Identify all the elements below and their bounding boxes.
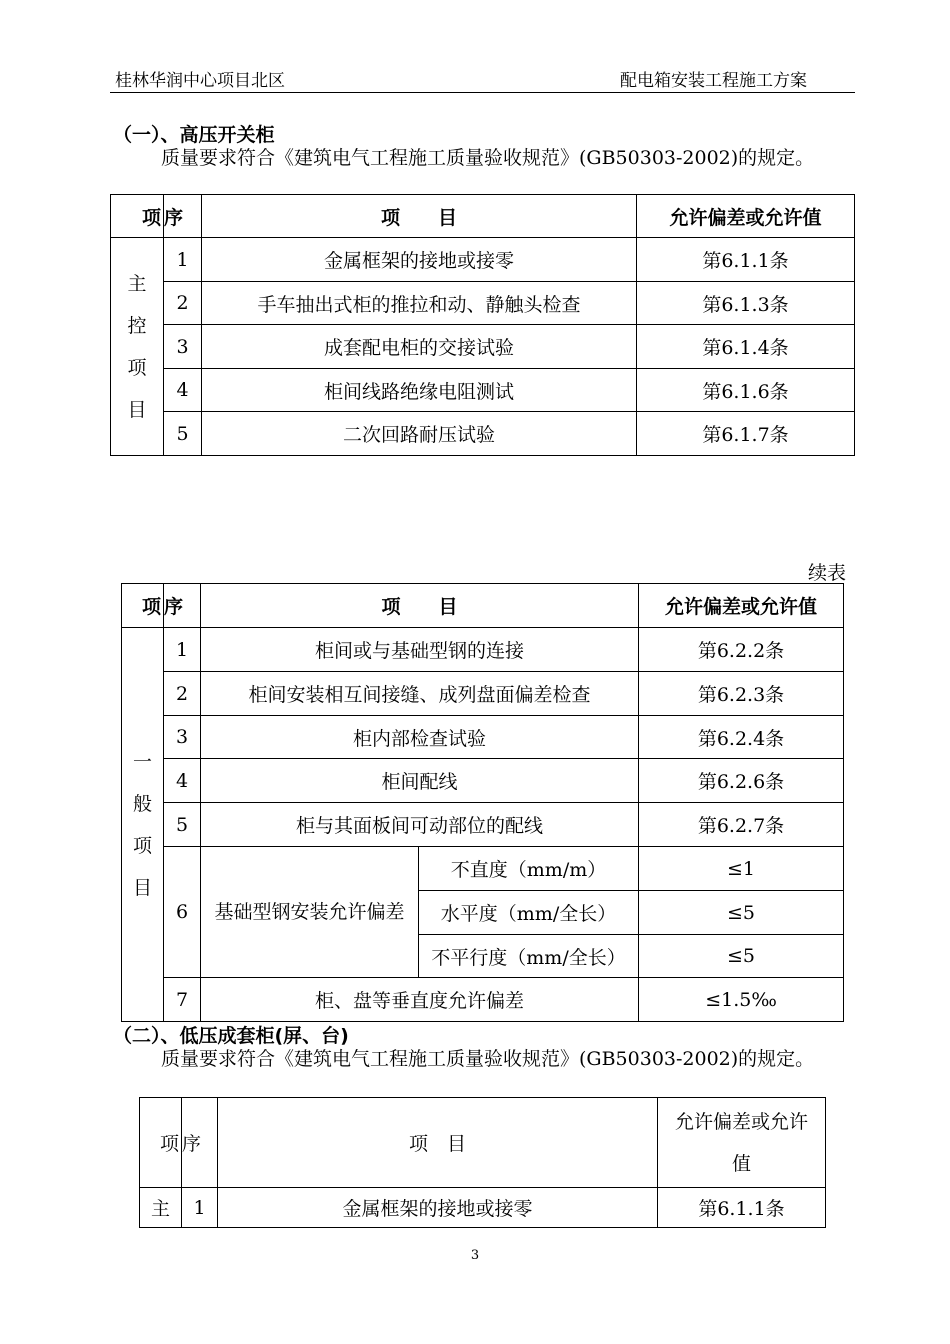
section2-intro: 质量要求符合《建筑电气工程施工质量验收规范》(GB50303-2002)的规定。 (161, 1048, 815, 1070)
table-row (122, 847, 844, 891)
category-general (122, 628, 164, 1022)
head-project: 项 目 (218, 1098, 658, 1188)
row-project: 柜与其面板间可动部位的配线 (201, 803, 639, 847)
row-value: 第6.1.4条 (637, 325, 855, 369)
table-row (122, 628, 844, 672)
sub-item-name: 不平行度（mm/全长） (419, 935, 639, 978)
row-project: 金属框架的接地或接零 (202, 238, 637, 282)
row-seq: 3 (164, 716, 201, 759)
row-seq: 7 (164, 978, 201, 1022)
table-row (111, 282, 855, 325)
table-header-row (111, 195, 855, 238)
row-seq: 1 (182, 1188, 218, 1228)
head-project: 项 目 (202, 195, 637, 238)
head-item: 项 (122, 584, 164, 628)
section1-intro: 质量要求符合《建筑电气工程施工质量验收规范》(GB50303-2002)的规定。 (161, 147, 815, 169)
table-low-voltage (139, 1097, 826, 1228)
row-value: ≤1 (639, 847, 844, 891)
row-seq: 2 (164, 672, 201, 716)
row-project: 金属框架的接地或接零 (218, 1188, 658, 1228)
row-value: 第6.2.4条 (639, 716, 844, 759)
head-tolerance: 允许偏差或允许值 (637, 195, 855, 238)
row-project: 柜间安装相互间接缝、成列盘面偏差检查 (201, 672, 639, 716)
category-label: 一般项目 (133, 750, 153, 899)
table-header-row (122, 584, 844, 628)
row-seq: 5 (164, 803, 201, 847)
table-header-row (140, 1098, 826, 1188)
head-tolerance: 允许偏差或允许值 (639, 584, 844, 628)
row-value: 第6.2.6条 (639, 759, 844, 803)
head-item: 项 (140, 1098, 182, 1188)
row-seq: 2 (164, 282, 202, 325)
row-project: 柜间或与基础型钢的连接 (201, 628, 639, 672)
sub-item-name: 水平度（mm/全长） (419, 891, 639, 935)
continued-label: 续表 (808, 562, 847, 584)
table-main-control (110, 194, 855, 456)
row-value: 第6.1.1条 (658, 1188, 826, 1228)
head-project: 项 目 (201, 584, 639, 628)
row-value: ≤1.5‰ (639, 978, 844, 1022)
table-row (111, 369, 855, 412)
table-row (111, 412, 855, 456)
section2-title: （二）、低压成套柜(屏、台) (113, 1025, 349, 1047)
row-seq: 6 (164, 847, 201, 978)
sub-item-name: 不直度（mm/m） (419, 847, 639, 891)
table-row (111, 238, 855, 282)
row-project: 二次回路耐压试验 (202, 412, 637, 456)
head-seq: 序 (164, 584, 201, 628)
section1-title: （一）、高压开关柜 (113, 124, 275, 146)
row-value: ≤5 (639, 935, 844, 978)
category-main-control (111, 238, 164, 456)
row-project: 柜内部检查试验 (201, 716, 639, 759)
row-seq: 4 (164, 759, 201, 803)
row-project: 成套配电柜的交接试验 (202, 325, 637, 369)
row-value: 第6.1.1条 (637, 238, 855, 282)
row-project: 柜、盘等垂直度允许偏差 (201, 978, 639, 1022)
row-value: 第6.2.2条 (639, 628, 844, 672)
row-seq: 1 (164, 238, 202, 282)
row-seq: 4 (164, 369, 202, 412)
header-left: 桂林华润中心项目北区 (115, 71, 285, 91)
category-main: 主 (140, 1188, 182, 1228)
row-seq: 1 (164, 628, 201, 672)
table-row (122, 759, 844, 803)
table-general (121, 583, 844, 1022)
row-value: 第6.2.7条 (639, 803, 844, 847)
row-value: 第6.2.3条 (639, 672, 844, 716)
head-seq: 序 (164, 195, 202, 238)
table-row (122, 803, 844, 847)
row-project: 手车抽出式柜的推拉和动、静触头检查 (202, 282, 637, 325)
table-row (122, 978, 844, 1022)
row-project: 柜间配线 (201, 759, 639, 803)
row-seq: 3 (164, 325, 202, 369)
category-label: 主控项目 (127, 272, 147, 421)
table-row (122, 672, 844, 716)
head-item: 项 (111, 195, 164, 238)
table-row (140, 1188, 826, 1228)
header-right: 配电箱安装工程施工方案 (620, 71, 807, 91)
row-value: 第6.1.3条 (637, 282, 855, 325)
table-row (111, 325, 855, 369)
head-seq: 序 (182, 1098, 218, 1188)
row-value: 第6.1.6条 (637, 369, 855, 412)
row-project: 基础型钢安装允许偏差 (201, 847, 419, 978)
row-value: ≤5 (639, 891, 844, 935)
row-seq: 5 (164, 412, 202, 456)
head-tolerance: 允许偏差或允许值 (658, 1098, 826, 1188)
header-divider (110, 92, 855, 93)
table-row (122, 716, 844, 759)
page-number: 3 (470, 1248, 480, 1263)
row-value: 第6.1.7条 (637, 412, 855, 456)
row-project: 柜间线路绝缘电阻测试 (202, 369, 637, 412)
